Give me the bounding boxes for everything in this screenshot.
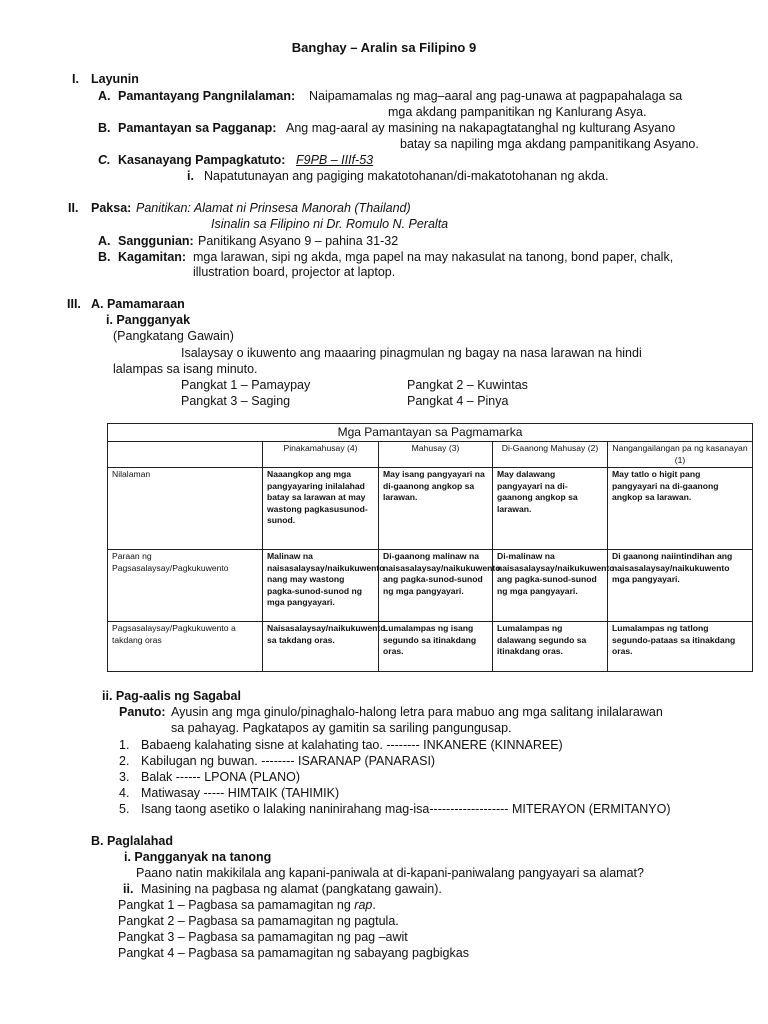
directions-label: Panuto:: [119, 705, 166, 719]
performance-standard-text: Ang mag-aaral ay masining na nakapagtatanghal ng kulturang Asyano: [286, 121, 676, 135]
performance-standard-label: Pamantayan sa Pagganap:: [118, 121, 277, 135]
vocab-number: 4.: [119, 786, 130, 800]
vocab-item: Isang taong asetiko o lalaking naninirahang mag-isa------------------- MITERAYON (ERMITANYO): [141, 802, 671, 816]
reference-letter: A.: [98, 234, 111, 248]
rubric-cell: Di-gaanong malinaw na naisasalaysay/naikukuwento ang pagka-sunod-sunod ng mga pangyayari.: [379, 550, 493, 622]
rubric-cell: May dalawang pangyayari na di-gaanong angkop sa larawan.: [493, 468, 608, 550]
reading-group-3: Pangkat 3 – Pagbasa sa pamamagitan ng pag –awit: [118, 930, 408, 944]
group-3: Pangkat 3 – Saging: [181, 394, 291, 408]
motivation-instruction: Isalaysay o ikuwento ang maaaring pinagmulan ng bagay na nasa larawan na hindi: [181, 346, 642, 360]
objective-text: Napatutunayan ang pagiging makatotohanan/di-makatotohanan ng akda.: [204, 169, 609, 183]
materials-text: mga larawan, sipi ng akda, mga papel na may nakasulat na tanong, bond paper, chalk,: [193, 250, 674, 264]
vocab-number: 3.: [119, 770, 130, 784]
page-title: Banghay – Aralin sa Filipino 9: [291, 40, 477, 55]
vocab-item: Babaeng kalahating sisne at kalahating tao. -------- INKANERE (KINNAREE): [141, 738, 563, 752]
objective-number: i.: [187, 169, 194, 183]
reading-group-emphasis: rap: [354, 898, 373, 912]
motive-question-label: i. Pangganyak na tanong: [124, 850, 272, 864]
motive-question: Paano natin makikilala ang kapani-paniwala at di-kapani-paniwalang pangyayari sa alamat?: [136, 866, 644, 880]
topic-title: Panitikan: Alamat ni Prinsesa Manorah (Thailand): [136, 201, 411, 215]
rubric-cell: Lumalampas ng isang segundo sa itinakdang oras.: [379, 622, 493, 672]
rubric-criterion: Nilalaman: [108, 468, 263, 550]
materials-text-2: illustration board, projector at laptop.: [193, 265, 396, 279]
reading-activity-number: ii.: [123, 882, 134, 896]
rubric-header-criteria: [108, 442, 263, 468]
performance-standard-text-2: batay sa napiling mga akdang pampanitikang Asyano.: [400, 137, 699, 151]
vocab-item: Kabilugan ng buwan. -------- ISARANAP (PANARASI): [141, 754, 436, 768]
table-row: [108, 550, 753, 622]
vocab-item: Matiwasay ----- HIMTAIK (TAHIMIK): [141, 786, 340, 800]
reference-label: Sanggunian:: [118, 234, 194, 248]
reading-group-4: Pangkat 4 – Pagbasa sa pamamagitan ng sabayang pagbigkas: [118, 946, 469, 960]
materials-label: Kagamitan:: [118, 250, 187, 264]
table-row: [108, 468, 753, 550]
rubric-cell: Di-malinaw na naisasalaysay/naikukuwento ang pagka-sunod-sunod ng mga pangyayari.: [493, 550, 608, 622]
competency-code: F9PB – IIIf-53: [296, 153, 374, 167]
learning-competency-label: Kasanayang Pampagkatuto:: [118, 153, 286, 167]
rubric-caption: Mga Pamantayan sa Pagmamarka: [108, 424, 753, 442]
group-1: Pangkat 1 – Pamaypay: [181, 378, 311, 392]
item-b-letter: B.: [98, 121, 111, 135]
reading-group-1: [118, 897, 376, 913]
unlocking-difficulties-label: ii. Pag-aalis ng Sagabal: [102, 689, 241, 703]
group-activity-note: (Pangkatang Gawain): [113, 329, 234, 343]
item-c-letter: C.: [98, 153, 111, 167]
rubric-criterion: Pagsasalaysay/Pagkukuwento a takdang oras: [108, 622, 263, 672]
rubric-cell: Naaangkop ang mga pangyayaring inilalahad batay sa larawan at may wastong pagkasusunod-sunod.: [263, 468, 379, 550]
group-2: Pangkat 2 – Kuwintas: [407, 378, 528, 392]
section-2-number: II.: [68, 201, 79, 215]
motivation-label: i. Pangganyak: [106, 313, 191, 327]
rubric-cell: Malinaw na naisasalaysay/naikukuwento nang may wastong pagka-sunod-sunod ng mga pangyayari.: [263, 550, 379, 622]
directions-text: Ayusin ang mga ginulo/pinaghalo-halong letra para mabuo ang mga salitang inilalarawan: [171, 705, 663, 719]
rubric-table: [107, 423, 753, 672]
rubric-cell: Lumalampas ng tatlong segundo-pataas sa itinakdang oras.: [608, 622, 753, 672]
rubric-header-4: Pinakamahusay (4): [263, 442, 379, 468]
content-standard-label: Pamantayang Pangnilalaman:: [118, 89, 296, 103]
reading-group-text: Pangkat 1 – Pagbasa sa pamamagitan ng: [118, 898, 355, 912]
rubric-header-row: [108, 442, 753, 468]
rubric-criterion: Paraan ng Pagsasalaysay/Pagkukuwento: [108, 550, 263, 622]
directions-text-2: sa pahayag. Pagkatapos ay gamitin sa sariling pangungusap.: [171, 721, 512, 735]
group-4: Pangkat 4 – Pinya: [407, 394, 509, 408]
rubric-cell: May tatlo o higit pang pangyayari na di-gaanong angkop sa larawan.: [608, 468, 753, 550]
section-3-number: III.: [67, 297, 81, 311]
table-row: [108, 622, 753, 672]
content-standard-text-2: mga akdang pampanitikan ng Kanlurang Asya.: [388, 105, 647, 119]
vocab-number: 2.: [119, 754, 130, 768]
rubric-header-3: Mahusay (3): [379, 442, 493, 468]
rubric-cell: Lumalampas ng dalawang segundo sa itinakdang oras.: [493, 622, 608, 672]
rubric-header-1: Nangangailangan pa ng kasanayan (1): [608, 442, 753, 468]
section-1-number: I.: [72, 72, 79, 86]
reading-group-suffix: .: [372, 898, 376, 912]
reading-group-2: Pangkat 2 – Pagbasa sa pamamagitan ng pagtula.: [118, 914, 399, 928]
materials-letter: B.: [98, 250, 111, 264]
section-2-label: Paksa:: [91, 201, 132, 215]
rubric-cell: May isang pangyayari na di-gaanong angkop sa larawan.: [379, 468, 493, 550]
rubric-cell: Di gaanong naiintindihan ang naisasalaysay/naikukuwento mga pangyayari.: [608, 550, 753, 622]
item-a-letter: A.: [98, 89, 111, 103]
rubric-cell: Naisasalaysay/naikukuwento sa takdang oras.: [263, 622, 379, 672]
reference-text: Panitikang Asyano 9 – pahina 31-32: [198, 234, 399, 248]
motivation-instruction-2: lalampas sa isang minuto.: [113, 362, 258, 376]
section-1-label: Layunin: [91, 72, 139, 86]
topic-translator: Isinalin sa Filipino ni Dr. Romulo N. Peralta: [211, 217, 449, 231]
vocab-number: 1.: [119, 738, 130, 752]
rubric-header-2: Di-Gaanong Mahusay (2): [493, 442, 608, 468]
vocab-item: Balak ------ LPONA (PLANO): [141, 770, 301, 784]
procedure-label: A. Pamamaraan: [91, 297, 185, 311]
reading-activity-label: Masining na pagbasa ng alamat (pangkatang gawain).: [141, 882, 442, 896]
presentation-label: B. Paglalahad: [91, 834, 173, 848]
content-standard-text: Naipamamalas ng mag–aaral ang pag-unawa at pagpapahalaga sa: [309, 89, 683, 103]
vocab-number: 5.: [119, 802, 130, 816]
